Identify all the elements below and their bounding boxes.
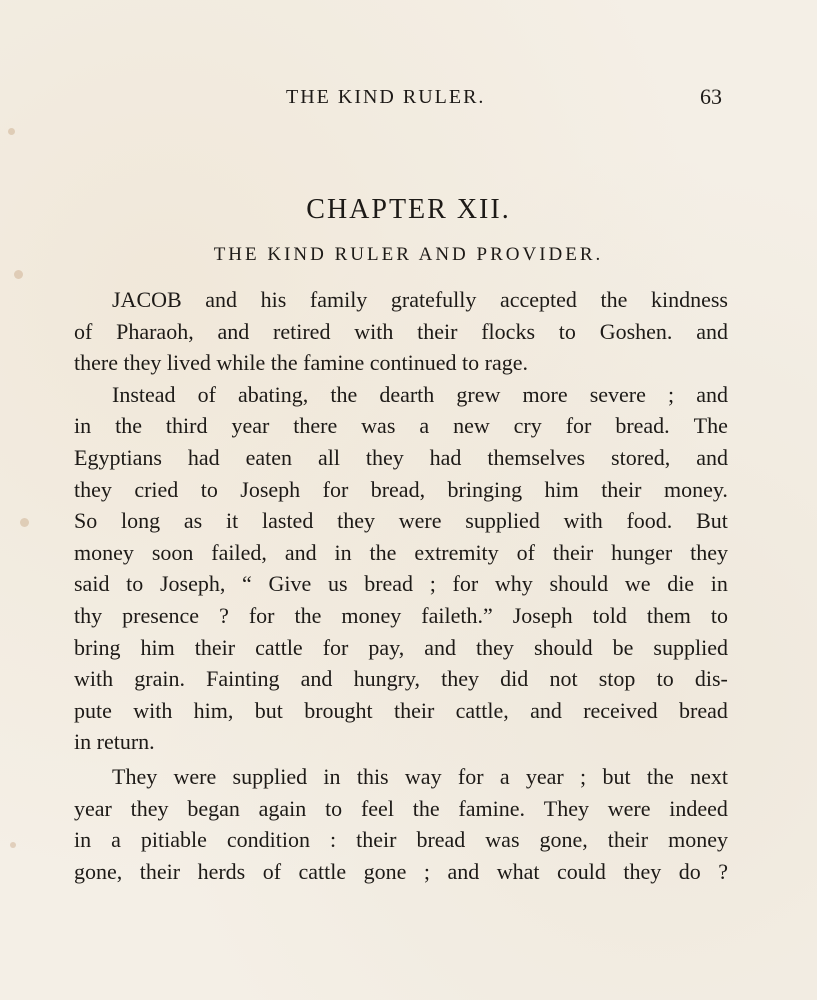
word: faileth.” — [421, 602, 493, 628]
word: they — [130, 795, 169, 821]
word: money. — [663, 476, 728, 502]
word: all — [317, 444, 340, 470]
word: Joseph, — [159, 571, 226, 597]
word: them — [646, 602, 691, 628]
word: ? — [718, 858, 728, 884]
word: year — [231, 413, 270, 439]
paragraph — [74, 761, 728, 887]
word: with — [563, 508, 603, 534]
word: gone, — [539, 827, 588, 853]
word: supplied — [232, 763, 308, 789]
word: cattle — [255, 634, 303, 660]
word: brought — [304, 697, 373, 723]
word: did — [500, 666, 529, 692]
word: the — [115, 413, 142, 439]
word: the — [330, 381, 358, 407]
word: and — [205, 287, 238, 312]
word: their — [552, 539, 594, 565]
word: for — [565, 413, 592, 439]
text-line — [74, 379, 728, 411]
word: to — [710, 602, 728, 628]
word: they — [365, 444, 404, 470]
word: said — [74, 571, 110, 597]
word: lasted — [262, 508, 314, 534]
word: a — [111, 827, 121, 853]
word: supplied — [465, 508, 540, 534]
word: lived — [166, 350, 217, 376]
word: were — [607, 795, 651, 821]
word: for — [322, 634, 349, 660]
word: Pharaoh, — [116, 318, 194, 344]
text-line — [74, 695, 728, 727]
word: Joseph — [240, 476, 301, 502]
word: do — [678, 858, 701, 884]
text-line — [74, 505, 728, 537]
word: return. — [96, 729, 155, 755]
word: they — [623, 858, 662, 884]
word: they — [476, 634, 514, 660]
word: stored, — [611, 444, 671, 470]
word: famine. — [458, 795, 525, 821]
word: a — [499, 763, 510, 789]
word: but — [254, 697, 283, 723]
text-line — [74, 663, 728, 695]
word: new — [453, 413, 490, 439]
word: food. — [626, 508, 673, 534]
word: to — [558, 318, 576, 344]
word: their — [194, 634, 236, 660]
foxing-spot — [20, 518, 29, 527]
word: But — [696, 508, 728, 534]
word: with — [74, 666, 114, 692]
word: JACOB — [112, 287, 182, 312]
word: bread. — [615, 413, 670, 439]
word: and — [696, 318, 728, 344]
word: retired — [273, 318, 331, 344]
word: the — [294, 602, 322, 628]
word: him — [140, 634, 175, 660]
word: year — [525, 763, 564, 789]
word: failed, — [211, 539, 267, 565]
word: pay, — [368, 634, 405, 660]
word: ; — [667, 381, 675, 407]
word: bread — [364, 571, 414, 597]
foxing-spot — [8, 128, 15, 135]
word: for — [322, 476, 349, 502]
word: feel — [360, 795, 394, 821]
text-line — [74, 600, 728, 632]
running-head: THE KIND RULER. — [286, 86, 486, 108]
word: next — [690, 763, 728, 789]
word: grain. — [134, 666, 185, 692]
text-line — [74, 410, 728, 442]
word: had — [187, 444, 220, 470]
word: condition — [226, 827, 310, 853]
word: there — [293, 413, 338, 439]
word: what — [496, 858, 540, 884]
word: Fainting — [206, 666, 280, 692]
word: told — [592, 602, 627, 628]
word: their — [417, 318, 458, 344]
word: in — [710, 571, 728, 597]
word: dearth — [379, 381, 435, 407]
text-line — [74, 537, 728, 569]
word: the — [600, 287, 628, 312]
word: and — [696, 444, 728, 470]
word: began — [187, 795, 240, 821]
word: was — [361, 413, 396, 439]
word: of — [516, 539, 535, 565]
word: to — [656, 666, 674, 692]
text-line — [74, 793, 728, 825]
word: their — [356, 827, 397, 853]
chapter-title: CHAPTER XII. — [306, 194, 511, 225]
word: were — [173, 763, 217, 789]
word: ; — [429, 571, 436, 597]
word: the — [646, 763, 674, 789]
word: cattle — [298, 858, 347, 884]
word: die — [667, 571, 695, 597]
foxing-spot — [14, 270, 23, 279]
word: were — [398, 508, 442, 534]
word: there — [74, 350, 124, 376]
word: hunger — [611, 539, 673, 565]
word: of — [262, 858, 282, 884]
text-line — [74, 726, 728, 758]
word: way — [404, 763, 442, 789]
word: to — [462, 350, 485, 376]
word: again — [258, 795, 307, 821]
word: The — [693, 413, 728, 439]
text-line — [74, 347, 728, 379]
word: pute — [74, 697, 112, 723]
word: the — [412, 795, 440, 821]
word: bringing — [447, 476, 523, 502]
word: with — [133, 697, 173, 723]
paragraph — [74, 284, 728, 379]
word: for — [248, 602, 275, 628]
word: they — [441, 666, 480, 692]
word: and — [447, 858, 480, 884]
word: a — [419, 413, 430, 439]
word: and — [424, 634, 457, 660]
word: for — [452, 571, 479, 597]
word: severe — [589, 381, 646, 407]
word: and — [530, 697, 562, 723]
word: to — [126, 571, 144, 597]
word: supplied — [653, 634, 728, 660]
text-line — [74, 824, 728, 856]
text-line — [74, 316, 728, 348]
word: was — [485, 827, 520, 853]
word: cry — [513, 413, 542, 439]
word: of — [197, 381, 216, 407]
word: to — [200, 476, 218, 502]
word: famine — [303, 350, 370, 376]
word: bread — [416, 827, 466, 853]
word: ? — [219, 602, 229, 628]
word: him, — [193, 697, 234, 723]
section-title: THE KIND RULER AND PROVIDER. — [213, 244, 604, 265]
word: third — [165, 413, 208, 439]
text-line — [74, 442, 728, 474]
word: cattle, — [455, 697, 509, 723]
word: should — [549, 571, 609, 597]
word: they — [74, 476, 112, 502]
foxing-spot — [10, 842, 16, 848]
word: as — [183, 508, 203, 534]
word: Goshen. — [599, 318, 673, 344]
word: bring — [74, 634, 121, 660]
word: why — [494, 571, 533, 597]
text-line — [74, 284, 728, 316]
word: they — [337, 508, 375, 534]
text-line — [74, 474, 728, 506]
word: long — [121, 508, 161, 534]
word: it — [226, 508, 239, 534]
word: Give — [268, 571, 312, 597]
word: grew — [456, 381, 501, 407]
word: eaten — [245, 444, 293, 470]
word: money — [74, 539, 134, 565]
word: this — [356, 763, 389, 789]
word: and — [284, 539, 317, 565]
word: gone — [363, 858, 407, 884]
word: stop — [598, 666, 636, 692]
word: cried — [134, 476, 179, 502]
word: continued — [369, 350, 462, 376]
word: the — [270, 350, 304, 376]
word: and — [300, 666, 333, 692]
word: bread, — [370, 476, 426, 502]
word: : — [329, 827, 337, 853]
word: herds — [197, 858, 246, 884]
word: indeed — [669, 795, 728, 821]
word: extremity — [414, 539, 499, 565]
word: be — [612, 634, 634, 660]
word: the — [369, 539, 397, 565]
word: and — [696, 381, 728, 407]
word: in — [323, 763, 341, 789]
word: should — [533, 634, 593, 660]
word: ; — [580, 763, 587, 789]
word: hungry, — [353, 666, 420, 692]
word: their — [601, 476, 642, 502]
word: abating, — [238, 381, 309, 407]
word: flocks — [481, 318, 535, 344]
word: while — [216, 350, 271, 376]
word: his — [260, 287, 287, 312]
word: had — [429, 444, 462, 470]
word: him — [544, 476, 579, 502]
word: they — [690, 539, 728, 565]
word: their — [139, 858, 181, 884]
word: “ — [242, 571, 252, 597]
word: we — [624, 571, 651, 597]
word: dis- — [694, 666, 728, 692]
word: money — [341, 602, 402, 628]
word: could — [557, 858, 606, 884]
word: thy — [74, 602, 103, 628]
word: themselves — [487, 444, 586, 470]
word: with — [354, 318, 394, 344]
text-line — [74, 632, 728, 664]
body-text — [74, 284, 728, 887]
word: accepted — [500, 287, 577, 312]
word: family — [309, 287, 368, 312]
word: their — [393, 697, 435, 723]
word: received — [583, 697, 658, 723]
word: They — [543, 795, 589, 821]
word: They — [112, 763, 158, 789]
page-number: 63 — [700, 84, 722, 109]
word: in — [74, 827, 92, 853]
word: but — [602, 763, 631, 789]
word: Joseph — [512, 602, 573, 628]
word: money — [668, 827, 728, 853]
paragraph — [74, 379, 728, 758]
word: So — [74, 508, 98, 534]
word: in — [74, 413, 92, 439]
word: presence — [122, 602, 200, 628]
word: of — [74, 318, 93, 344]
word: in — [74, 729, 97, 755]
word: pitiable — [140, 827, 207, 853]
word: not — [549, 666, 578, 692]
word: more — [522, 381, 568, 407]
text-line — [74, 568, 728, 600]
text-line — [74, 761, 728, 793]
word: ; — [423, 858, 431, 884]
word: gone, — [74, 858, 123, 884]
word: in — [334, 539, 352, 565]
word: gratefully — [390, 287, 477, 312]
word: Instead — [112, 381, 176, 407]
word: soon — [151, 539, 194, 565]
word: for — [457, 763, 484, 789]
word: and — [217, 318, 250, 344]
word: kindness — [650, 287, 728, 312]
word: they — [123, 350, 167, 376]
text-line — [74, 856, 728, 888]
word: their — [607, 827, 649, 853]
word: rage. — [484, 350, 528, 376]
word: to — [325, 795, 343, 821]
word: year — [74, 795, 112, 821]
word: bread — [679, 697, 728, 723]
word: us — [327, 571, 348, 597]
word: Egyptians — [74, 444, 162, 470]
